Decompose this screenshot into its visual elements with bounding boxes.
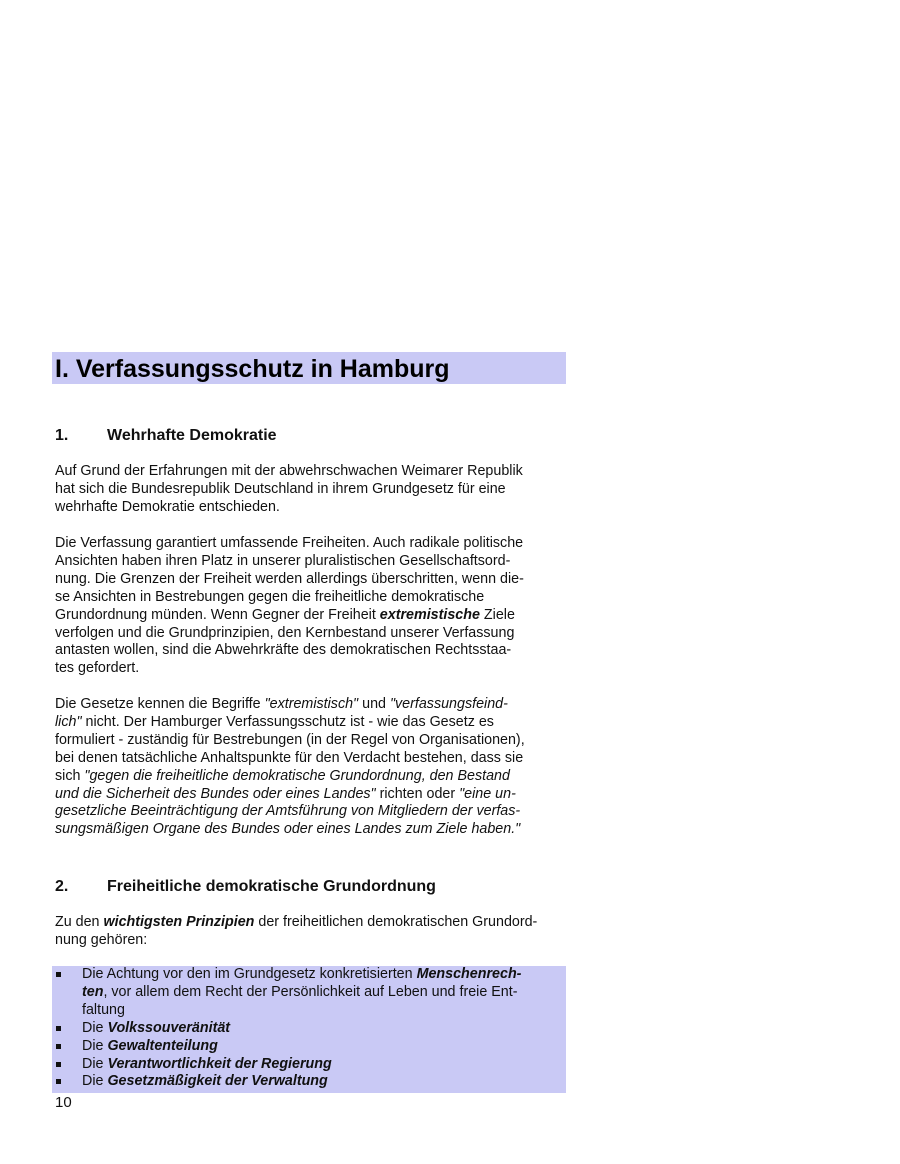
- paragraph-2: [55, 535, 565, 678]
- text-line: [55, 914, 565, 932]
- law-quote: und die Sicherheit des Bundes oder eines Landes": [55, 785, 376, 802]
- text-line: [82, 966, 566, 984]
- law-quote: "eine un-: [459, 785, 516, 802]
- page-number: 10: [55, 1094, 72, 1111]
- text-line: wehrhafte Demokratie entschieden.: [55, 498, 280, 515]
- paragraph-1: [55, 463, 565, 517]
- text-line: [55, 786, 565, 804]
- text-run: sich: [55, 767, 85, 784]
- text-line: [82, 984, 566, 1002]
- section-number: 1.: [55, 427, 69, 444]
- chapter-title: I. Verfassungsschutz in Hamburg: [55, 355, 450, 383]
- text-line: bei denen tatsächliche Anhaltspunkte für den Verdacht bestehen, dass sie: [55, 749, 524, 766]
- section-heading-2: [55, 877, 565, 897]
- bullet-square-icon: [56, 1062, 61, 1067]
- text-line: antasten wollen, sind die Abwehrkräfte des demokratischen Rechtsstaa-: [55, 642, 512, 659]
- paragraph-4: [55, 914, 565, 950]
- section-number: 2.: [55, 878, 69, 895]
- text-run: und: [358, 696, 390, 712]
- text-line: [55, 714, 565, 732]
- bullet-square-icon: [56, 1044, 61, 1049]
- text-line: faltung: [82, 1001, 125, 1018]
- text-run: Die: [82, 1055, 108, 1072]
- emphasis-principle: Volkssouveränität: [107, 1019, 231, 1036]
- text-run: Die: [82, 1073, 108, 1090]
- text-line: [55, 821, 565, 839]
- bullet-square-icon: [56, 1026, 61, 1031]
- list-item: [52, 966, 566, 1020]
- quoted-term: "extremistisch": [264, 696, 359, 712]
- list-item: [52, 1056, 566, 1074]
- text-line: formuliert - zuständig für Bestrebungen (in der Regel von Organisationen),: [55, 731, 525, 748]
- text-line: Auf Grund der Erfahrungen mit der abwehrschwachen Weimarer Republik: [55, 463, 523, 479]
- text-line: Ansichten haben ihren Platz in unserer pluralistischen Gesellschaftsord-: [55, 552, 511, 569]
- list-item: [52, 1073, 566, 1091]
- text-line: nung gehören:: [55, 931, 148, 948]
- text-run: richten oder: [375, 785, 460, 802]
- section-title: Wehrhafte Demokratie: [107, 427, 277, 444]
- text-run: , vor allem dem Recht der Persönlichkeit auf Leben und freie Ent-: [103, 983, 518, 1000]
- emphasis-extremistische: extremistische: [379, 606, 480, 623]
- principles-list-band: [52, 966, 566, 1093]
- text-run: Die Achtung vor den im Grundgesetz konkretisierten: [82, 966, 417, 982]
- law-quote: gesetzliche Beeinträchtigung der Amtsführung von Mitgliedern der verfas-: [55, 803, 521, 820]
- text-run: Die: [82, 1037, 108, 1054]
- emphasis-prinzipien: wichtigsten Prinzipien: [103, 914, 255, 930]
- emphasis-principle: Verantwortlichkeit der Regierung: [107, 1055, 332, 1072]
- text-line: verfolgen und die Grundprinzipien, den Kernbestand unserer Verfassung: [55, 624, 515, 641]
- principles-list: [52, 966, 566, 1091]
- text-run: Zu den: [55, 914, 104, 930]
- text-line: [55, 696, 565, 714]
- text-line: nung. Die Grenzen der Freiheit werden allerdings überschritten, wenn die-: [55, 570, 524, 587]
- emphasis-menschenrechte: Menschenrech-: [416, 966, 522, 982]
- paragraph-3: [55, 696, 565, 839]
- section-heading-1: [55, 426, 565, 446]
- text-line: Die Verfassung garantiert umfassende Freiheiten. Auch radikale politische: [55, 535, 524, 551]
- chapter-heading-band: [52, 352, 566, 384]
- text-line: se Ansichten in Bestrebungen gegen die freiheitliche demokratische: [55, 588, 485, 605]
- law-quote: "gegen die freiheitliche demokratische Grundordnung, den Bestand: [84, 767, 510, 784]
- section-title: Freiheitliche demokratische Grundordnung: [107, 878, 436, 895]
- emphasis-menschenrechte: ten: [82, 983, 104, 1000]
- emphasis-principle: Gewaltenteilung: [107, 1037, 218, 1054]
- quoted-term: "verfassungsfeind-: [389, 696, 508, 712]
- text-line: hat sich die Bundesrepublik Deutschland in ihrem Grundgesetz für eine: [55, 480, 506, 497]
- emphasis-principle: Gesetzmäßigkeit der Verwaltung: [107, 1073, 328, 1090]
- text-run: Die Gesetze kennen die Begriffe: [55, 696, 265, 712]
- text-run: Ziele: [479, 606, 515, 623]
- bullet-square-icon: [56, 1079, 61, 1084]
- list-item: [52, 1020, 566, 1038]
- text-run: Grundordnung münden. Wenn Gegner der Freiheit: [55, 606, 380, 623]
- law-quote: sungsmäßigen Organe des Bundes oder eines Landes zum Ziele haben.": [55, 821, 521, 838]
- text-line: [55, 803, 565, 821]
- text-run: nicht. Der Hamburger Verfassungsschutz ist - wie das Gesetz es: [81, 713, 494, 730]
- bullet-square-icon: [56, 972, 61, 977]
- text-line: [55, 607, 565, 625]
- text-run: der freiheitlichen demokratischen Grundord-: [254, 914, 538, 930]
- quoted-term: lich": [55, 713, 82, 730]
- text-run: Die: [82, 1019, 108, 1036]
- list-item: [52, 1038, 566, 1056]
- text-line: tes gefordert.: [55, 660, 140, 677]
- text-line: [55, 768, 565, 786]
